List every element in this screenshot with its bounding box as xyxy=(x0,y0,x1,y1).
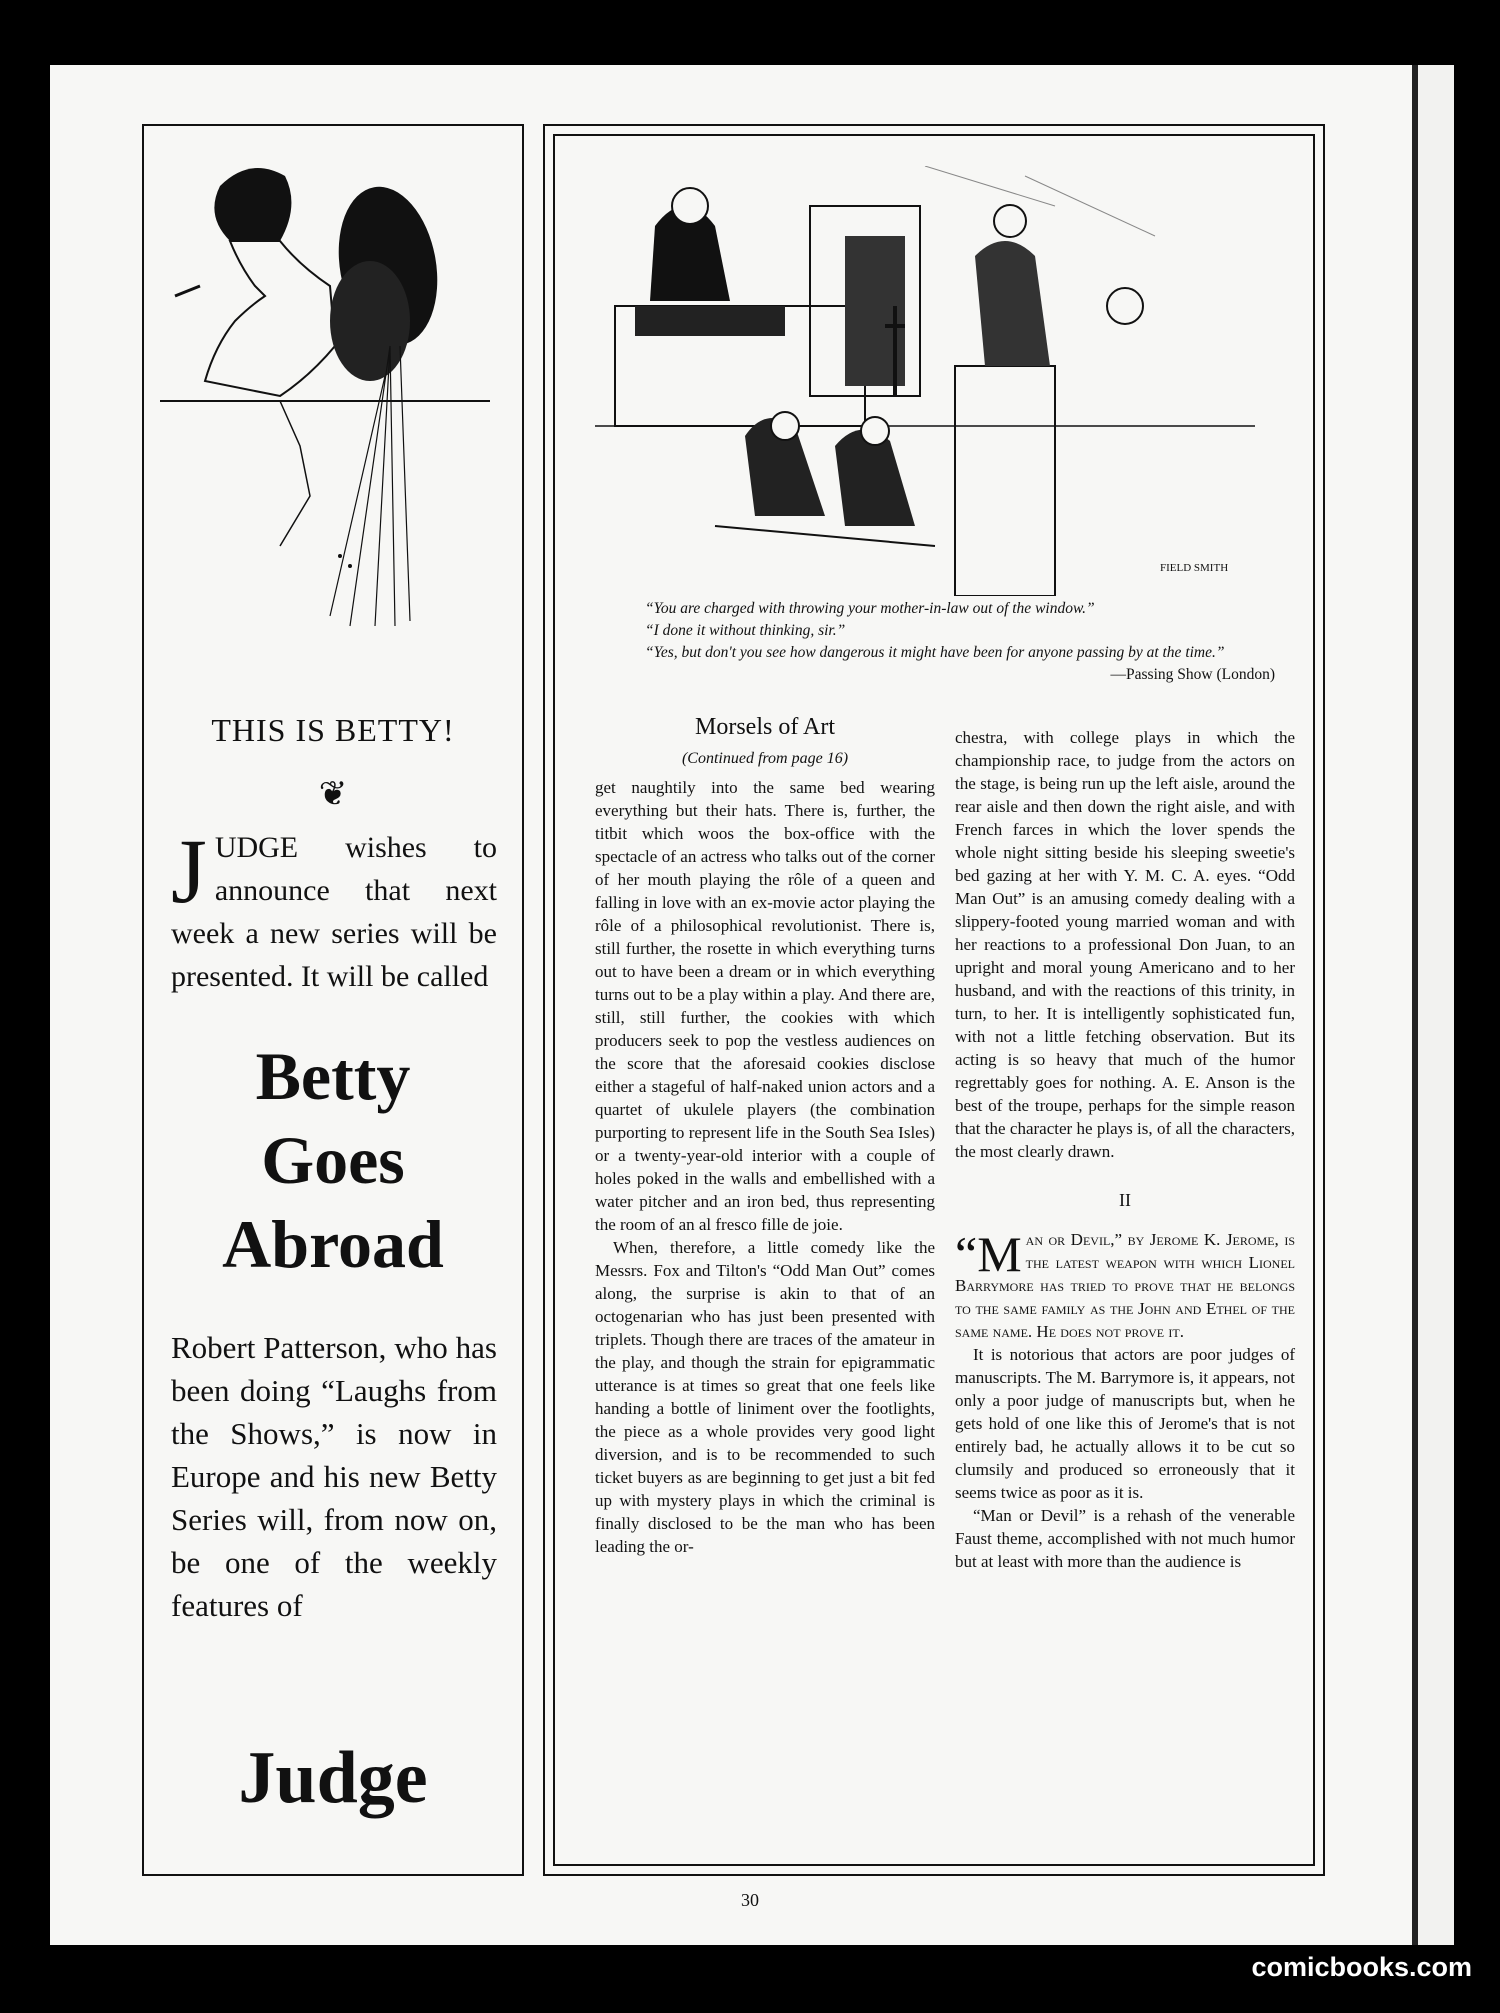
paragraph: When, therefore, a little comedy like the Messrs. Fox and Tilton's “Odd Man Out” comes along, the surprise is akin to that of an octogenarian who has just been presented with triplets. Though there are traces of the amateur in the play, and though the strain for epigrammatic utterance is at times so great that one feels like handing a bottle of liniment over the footlights, the piece as a whole provides very good light diversion, and is to be recommended to such ticket buyers as are beginning to get just a bit fed up with mystery plays in which the criminal is finally disclosed to be the man who has been leading the or- xyxy=(595,1238,935,1556)
betty-illustration xyxy=(160,146,506,706)
ad-body: Robert Patterson, who has been doing “Laughs from the Shows,” is now in Europe and his new Betty Series will, from now on, be one of the weekly features of xyxy=(171,1330,497,1623)
ad-intro-text: UDGE wishes to announce that next week a new series will be presented. It will be called xyxy=(171,831,497,993)
paragraph: get naughtily into the same bed wearing everything but their hats. There is, further, the titbit which woos the box-office with the spectacle of an actress who talks out of the corner of her mouth playing the rôle of a queen and falling in love with an ex-movie actor playing the rôle of a philosophical revolutionist. There is, still further, the rosette in which everything turns out to have been a dream or in which everything turns out to be a play within a play. And there are, still, still further, the cookies with which producers seek to pop the vestless audiences on the score that the aforesaid cookies disclose either a stageful of half-naked union actors and a quartet of ukulele players (the combination purporting to represent life in the South Sea Isles) or a twenty-year-old interior with a couple of holes poked in the walls and embellished with a water pitcher and an iron bed, thus representing the room of an al fresco fille de joie. xyxy=(595,778,935,1234)
drop-cap: J xyxy=(171,820,207,922)
betty-advertisement xyxy=(142,124,524,1876)
caption-line-1: “You are charged with throwing your mother-in-law out of the window.” xyxy=(645,600,1095,617)
paragraph-text: an or Devil,” by Jerome K. Jerome, is the latest weapon with which Lionel Barrymore has tried to prove that he belongs to the same family as the John and Ethel of the same name. He does not prove it. xyxy=(955,1230,1295,1341)
article-column-2 xyxy=(955,726,1295,1573)
series-title-line-3: Abroad xyxy=(222,1206,444,1282)
drop-cap: “M xyxy=(955,1226,1022,1282)
paragraph: It is notorious that actors are poor judges of manuscripts. The M. Barrymore is, it appears, not only a poor judge of manuscripts but, when he gets hold of one like this of Jerome's that is not entirely bad, he actually allows it to be cut so clumsily and produced so erroneously that it seems twice as poor as it is. xyxy=(955,1345,1295,1502)
series-title xyxy=(144,1034,522,1286)
cartoon-caption xyxy=(615,598,1275,686)
watermark: comicbooks.com xyxy=(1251,1952,1472,1982)
series-title-line-1: Betty xyxy=(255,1038,411,1114)
article-inner-frame xyxy=(553,134,1315,1866)
continued-note: (Continued from page 16) xyxy=(681,750,849,767)
ad-headline: THIS IS BETTY! xyxy=(211,712,455,748)
article-heading: Morsels of Art xyxy=(695,714,835,740)
caption-line-3: “Yes, but don't you see how dangerous it might have been for anyone passing by at the time.” xyxy=(645,644,1225,661)
caption-line-2: “I done it without thinking, sir.” xyxy=(645,622,846,639)
artist-signature: FIELD SMITH xyxy=(1160,562,1229,574)
magazine-name: Judge xyxy=(238,1737,428,1819)
ad-intro xyxy=(171,820,497,998)
caption-source: —Passing Show (London) xyxy=(1110,666,1275,683)
paragraph: “Man or Devil” is a rehash of the venerable Faust theme, accomplished with not much humor but at least with more than the audience is xyxy=(955,1506,1295,1571)
article-column-1 xyxy=(595,716,935,1558)
section-number: II xyxy=(1119,1190,1131,1210)
article-box xyxy=(543,124,1325,1876)
paragraph xyxy=(955,1228,1295,1343)
paragraph: chestra, with college plays in which the championship race, to judge from the actors on the stage, is being run up the left aisle, around the rear aisle and then down the right aisle, and with French farces in which the lover spends the whole night sitting beside his sleeping sweetie's bed gazing at her with Y. M. C. A. eyes. “Odd Man Out” is an amusing comedy dealing with a slippery-footed young married woman and with her reactions to a professional Don Juan, to an upright and moral young Americano and to her husband, and with the reactions of this trinity, in turn, to her. It is intelligently sophisticated fun, with not a little fetching observation. But its acting is so heavy that much of the humor regrettably goes for nothing. A. E. Anson is the best of the troupe, perhaps for the simple reason that the character he plays is, of all the characters, the most clearly drawn. xyxy=(955,728,1295,1161)
fleuron-ornament-icon: ❦ xyxy=(318,776,348,813)
series-title-line-2: Goes xyxy=(261,1122,405,1198)
facing-page-edge xyxy=(1418,65,1454,1945)
courtroom-cartoon xyxy=(595,166,1255,596)
page-number: 30 xyxy=(741,1890,759,1910)
